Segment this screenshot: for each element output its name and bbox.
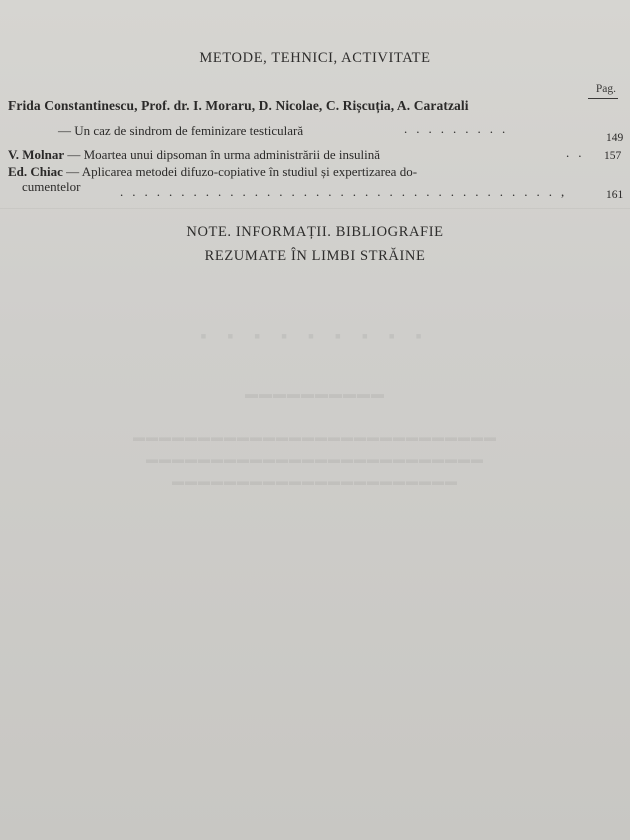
toc-entry [8,147,380,163]
bleed-through-text: ▪ ▪ ▪ ▪ ▪ ▪ ▪ ▪ ▪ [200,326,430,346]
bleed-through-text: ▬▬▬▬▬▬▬▬▬▬▬▬▬▬▬▬▬▬▬▬▬▬▬▬▬▬▬▬ [133,430,497,444]
bleed-through-text: ▬▬▬▬▬▬▬▬▬▬ [245,386,385,401]
toc-page-number: 161 [606,189,624,201]
toc-leader-dots: .. [566,145,591,160]
bleed-through-text: ▬▬▬▬▬▬▬▬▬▬▬▬▬▬▬▬▬▬▬▬▬▬ [172,474,458,488]
toc-entry-authors: Ed. Chiac [8,164,63,179]
page-column-rule [588,98,618,99]
toc-page-number: 149 [606,132,624,144]
notes-heading: NOTE. INFORMAȚII. BIBLIOGRAFIE [186,224,444,240]
toc-entry-authors: V. Molnar [8,147,65,162]
toc-leader-dots: ......... [404,121,515,136]
section-heading: METODE, TEHNICI, ACTIVITATE [199,50,431,66]
page-column-label: Pag. [595,83,616,95]
toc-entry [8,164,417,180]
toc-entry-title: — Moartea unui dipsoman în urma administrării de insulină [67,147,381,162]
toc-entry-title: — Aplicarea metodei difuzo-copiative în studiul și expertizarea do- [66,164,418,179]
summaries-heading: REZUMATE ÎN LIMBI STRĂINE [204,248,426,264]
toc-entry-title-continued: cumentelor [22,179,81,194]
toc-leader-dots: ...................................., [120,184,574,199]
toc-entry-authors: Frida Constantinescu, Prof. dr. I. Moraru, D. Nicolae, C. Rișcuția, A. Caratzali [8,98,469,113]
divider [0,208,630,209]
toc-entry-title: — Un caz de sindrom de feminizare testiculară [58,123,304,138]
bleed-through-text: ▬▬▬▬▬▬▬▬▬▬▬▬▬▬▬▬▬▬▬▬▬▬▬▬▬▬ [146,452,484,466]
toc-page-number: 157 [604,150,622,162]
